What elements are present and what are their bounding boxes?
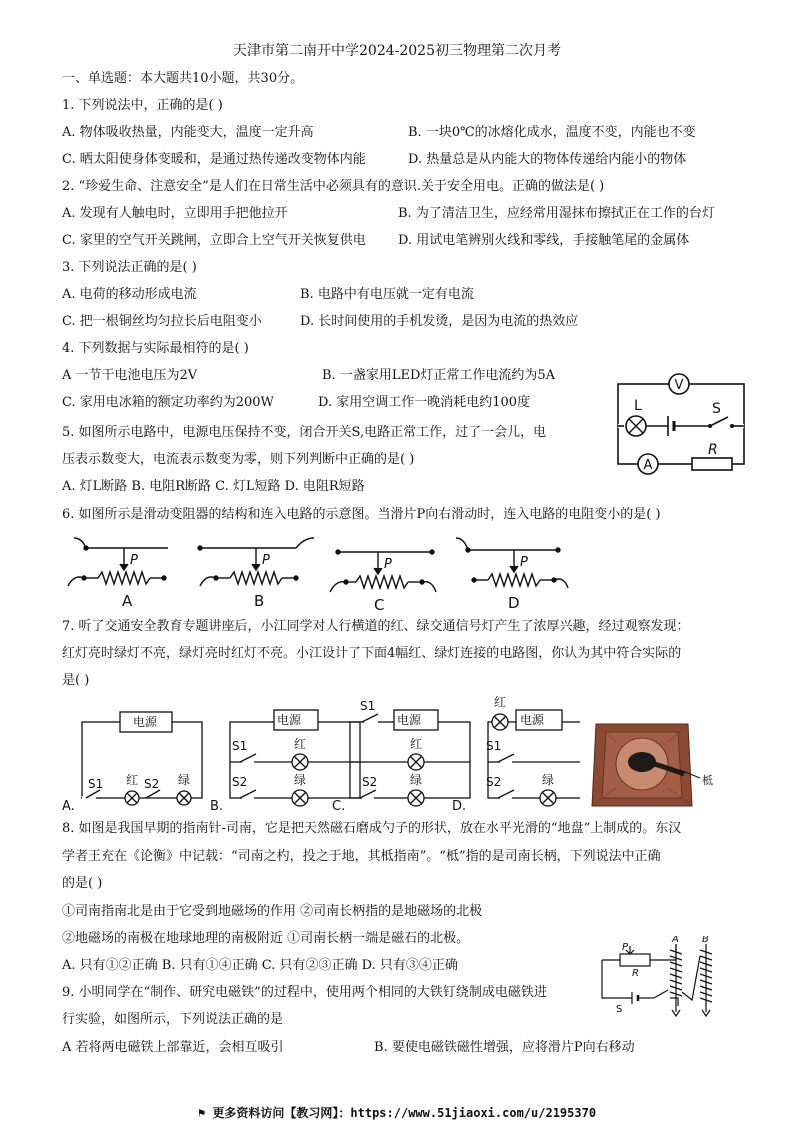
circuit-d-s1-label: S1: [486, 739, 502, 753]
circuit-b-red-label: 红: [294, 737, 307, 751]
q4-stem: 4. 下列数据与实际最相符的是( ): [62, 341, 249, 356]
q8-stem-line2: 学者王充在《论衡》中记载：“司南之杓，投之于地，其柢指南”。“柢”指的是司南长柄，下列说法中正确: [62, 849, 661, 864]
q4-option-a: A 一节干电池电压为2V: [62, 368, 198, 383]
q2-stem: 2. “珍爱生命、注意安全”是人们在日常生活中必须具有的意识.关于安全用电。正确的做法是( ): [62, 179, 605, 194]
circuit-b-power-label: 电源: [277, 713, 302, 727]
q5-options: A. 灯L断路 B. 电阻R断路 C. 灯L短路 D. 电阻R短路: [62, 479, 365, 494]
q3-option-a: A. 电荷的移动形成电流: [62, 287, 197, 302]
flag-icon: ⚑: [197, 1106, 213, 1120]
q7-stem-line3: 是( ): [62, 673, 90, 688]
circuit-a-s2-label: S2: [144, 777, 160, 791]
q3-option-d: D. 长时间使用的手机发烫，是因为电流的热效应: [300, 314, 579, 329]
q8-statements-2: ②地磁场的南极在地球地理的南极附近 ①司南长柄一端是磁石的北极。: [62, 931, 470, 946]
rheostat-c-slider-label: P: [384, 557, 392, 572]
q5-circuit-figure: [612, 370, 752, 484]
circuit-d-label: D.: [452, 799, 467, 814]
circuit-a-s1-label: S1: [88, 777, 104, 791]
q2-option-a: A. 发现有人触电时，立即用手把他拉开: [62, 206, 288, 221]
footer-text: 更多资料访问【教习网】：https://www.51jiaoxi.com/u/2195370: [212, 1106, 597, 1120]
resistor-icon: [692, 458, 732, 470]
page-title: 天津市第二南开中学2024-2025初三物理第二次月考: [233, 43, 561, 59]
q2-option-d: D. 用试电笔辨别火线和零线，手接触笔尾的金属体: [398, 233, 690, 248]
q1-option-b: B. 一块0℃的冰熔化成水，温度不变，内能也不变: [408, 125, 696, 140]
rheostat-a-label: A: [122, 592, 133, 610]
q8-stem-line3: 的是( ): [62, 876, 103, 891]
q5-stem-line1: 5. 如图所示电路中，电源电压保持不变，闭合开关S,电路正常工作，过了一会儿，电: [62, 425, 547, 440]
circuit-c-power-label: 电源: [397, 713, 422, 727]
q9-option-b: B. 要使电磁铁磁性增强，应将滑片P向右移动: [374, 1040, 635, 1055]
circuit-d-power-label: 电源: [520, 713, 545, 727]
rheostat-d-icon: [456, 538, 568, 588]
rheostat-a-slider-label: P: [130, 553, 138, 568]
q1-stem: 1. 下列说法中，正确的是( ): [62, 98, 223, 113]
q4-option-c: C. 家用电冰箱的额定功率约为200W: [62, 395, 274, 410]
q2-option-c: C. 家里的空气开关跳闸，立即合上空气开关恢复供电: [62, 233, 366, 248]
q9-electromagnet-figure: [596, 936, 736, 1024]
sinan-compass-image: [588, 718, 718, 818]
rheostat-d-slider-label: P: [520, 555, 528, 570]
handle-label: 柢: [702, 774, 713, 787]
slider-label: P: [622, 942, 629, 953]
rheostat-c-label: C: [374, 596, 385, 614]
switch-label: S: [712, 401, 721, 417]
q7-stem-line2: 红灯亮时绿灯不亮，绿灯亮时红灯不亮。小江设计了下面4幅红、绿灯连接的电路图，你认为其中符合实际的: [62, 646, 682, 661]
circuit-a-green-label: 绿: [178, 773, 191, 787]
q8-statements-1: ①司南指南北是由于它受到地磁场的作用 ②司南长柄指的是地磁场的北极: [62, 904, 483, 919]
q7-stem-line1: 7. 听了交通安全教育专题讲座后，小江同学对人行横道的红、绿交通信号灯产生了浓厚兴趣，经过观察发现：: [62, 619, 690, 634]
q1-option-d: D. 热量总是从内能大的物体传递给内能小的物体: [408, 152, 687, 167]
q3-option-b: B. 电路中有电压就一定有电流: [300, 287, 474, 302]
circuit-d-green-label: 绿: [542, 773, 555, 787]
rheostat-b-label: B: [254, 592, 265, 610]
rheostat-label: R: [632, 968, 639, 979]
q9-stem-line2: 行实验，如图所示，下列说法正确的是: [62, 1012, 284, 1027]
circuit-b-label: B.: [210, 799, 224, 814]
circuit-d-red-label: 红: [494, 695, 507, 709]
circuit-b-s1-label: S1: [232, 739, 248, 753]
circuit-c-s1-label: S1: [360, 699, 376, 713]
q6-rheostat-diagrams: [64, 530, 584, 618]
nail-b-label: B: [702, 936, 709, 945]
circuit-c-label: C.: [332, 799, 346, 814]
q3-stem: 3. 下列说法正确的是( ): [62, 260, 197, 275]
nail-a-label: A: [672, 936, 679, 945]
q7-circuit-diagrams: [60, 692, 580, 821]
footer-link[interactable]: [0, 1104, 794, 1121]
rheostat-d-label: D: [508, 594, 520, 612]
circuit-b-green-label: 绿: [294, 773, 307, 787]
q9-option-a: A 若将两电磁铁上部靠近，会相互吸引: [62, 1040, 284, 1055]
q4-option-b: B. 一盏家用LED灯正常工作电流约为5A: [322, 368, 556, 383]
circuit-a-label: A.: [62, 799, 75, 814]
voltmeter-label: V: [674, 378, 684, 393]
rheostat-b-icon: [198, 538, 314, 586]
circuit-d-s2-label: S2: [486, 775, 502, 789]
q8-options: A. 只有①②正确 B. 只有①④正确 C. 只有②③正确 D. 只有③④正确: [62, 958, 458, 973]
circuit-c-s2-label: S2: [362, 775, 378, 789]
q4-option-d: D. 家用空调工作一晚消耗电约100度: [318, 395, 531, 410]
circuit-b-s2-label: S2: [232, 775, 248, 789]
q6-stem: 6. 如图所示是滑动变阻器的结构和连入电路的示意图。当滑片P向右滑动时，连入电路的电阻变小的是( ): [62, 507, 661, 522]
q5-stem-line2: 压表示数变大，电流表示数变为零，则下列判断中正确的是( ): [62, 452, 415, 467]
q2-option-b: B. 为了清洁卫生，应经常用湿抹布擦拭正在工作的台灯: [398, 206, 715, 221]
rheostat-a-icon: [68, 538, 168, 586]
circuit-c-red-label: 红: [410, 737, 423, 751]
ammeter-label: A: [643, 458, 653, 473]
resistor-label: R: [708, 442, 718, 458]
q1-option-a: A. 物体吸收热量，内能变大，温度一定升高: [62, 125, 314, 140]
section-heading: 一、单选题：本大题共10小题，共30分。: [62, 71, 304, 86]
q8-stem-line1: 8. 如图是我国早期的指南针-司南，它是把天然磁石磨成勺子的形状，放在水平光滑的“地盘”上制成的。东汉: [62, 821, 682, 836]
q9-stem-line1: 9. 小明同学在“制作、研究电磁铁”的过程中，使用两个相同的大铁钉绕制成电磁铁进: [62, 985, 547, 1000]
circuit-c-green-label: 绿: [410, 773, 423, 787]
circuit-a-red-label: 红: [126, 773, 139, 787]
rheostat-c-icon: [330, 550, 436, 592]
switch-s-label: S: [616, 1004, 623, 1015]
q3-option-c: C. 把一根铜丝均匀拉长后电阻变小: [62, 314, 262, 329]
rheostat-b-slider-label: P: [262, 553, 270, 568]
lamp-label: L: [634, 398, 642, 414]
q1-option-c: C. 晒太阳使身体变暖和，是通过热传递改变物体内能: [62, 152, 366, 167]
circuit-a-power-label: 电源: [133, 715, 158, 729]
